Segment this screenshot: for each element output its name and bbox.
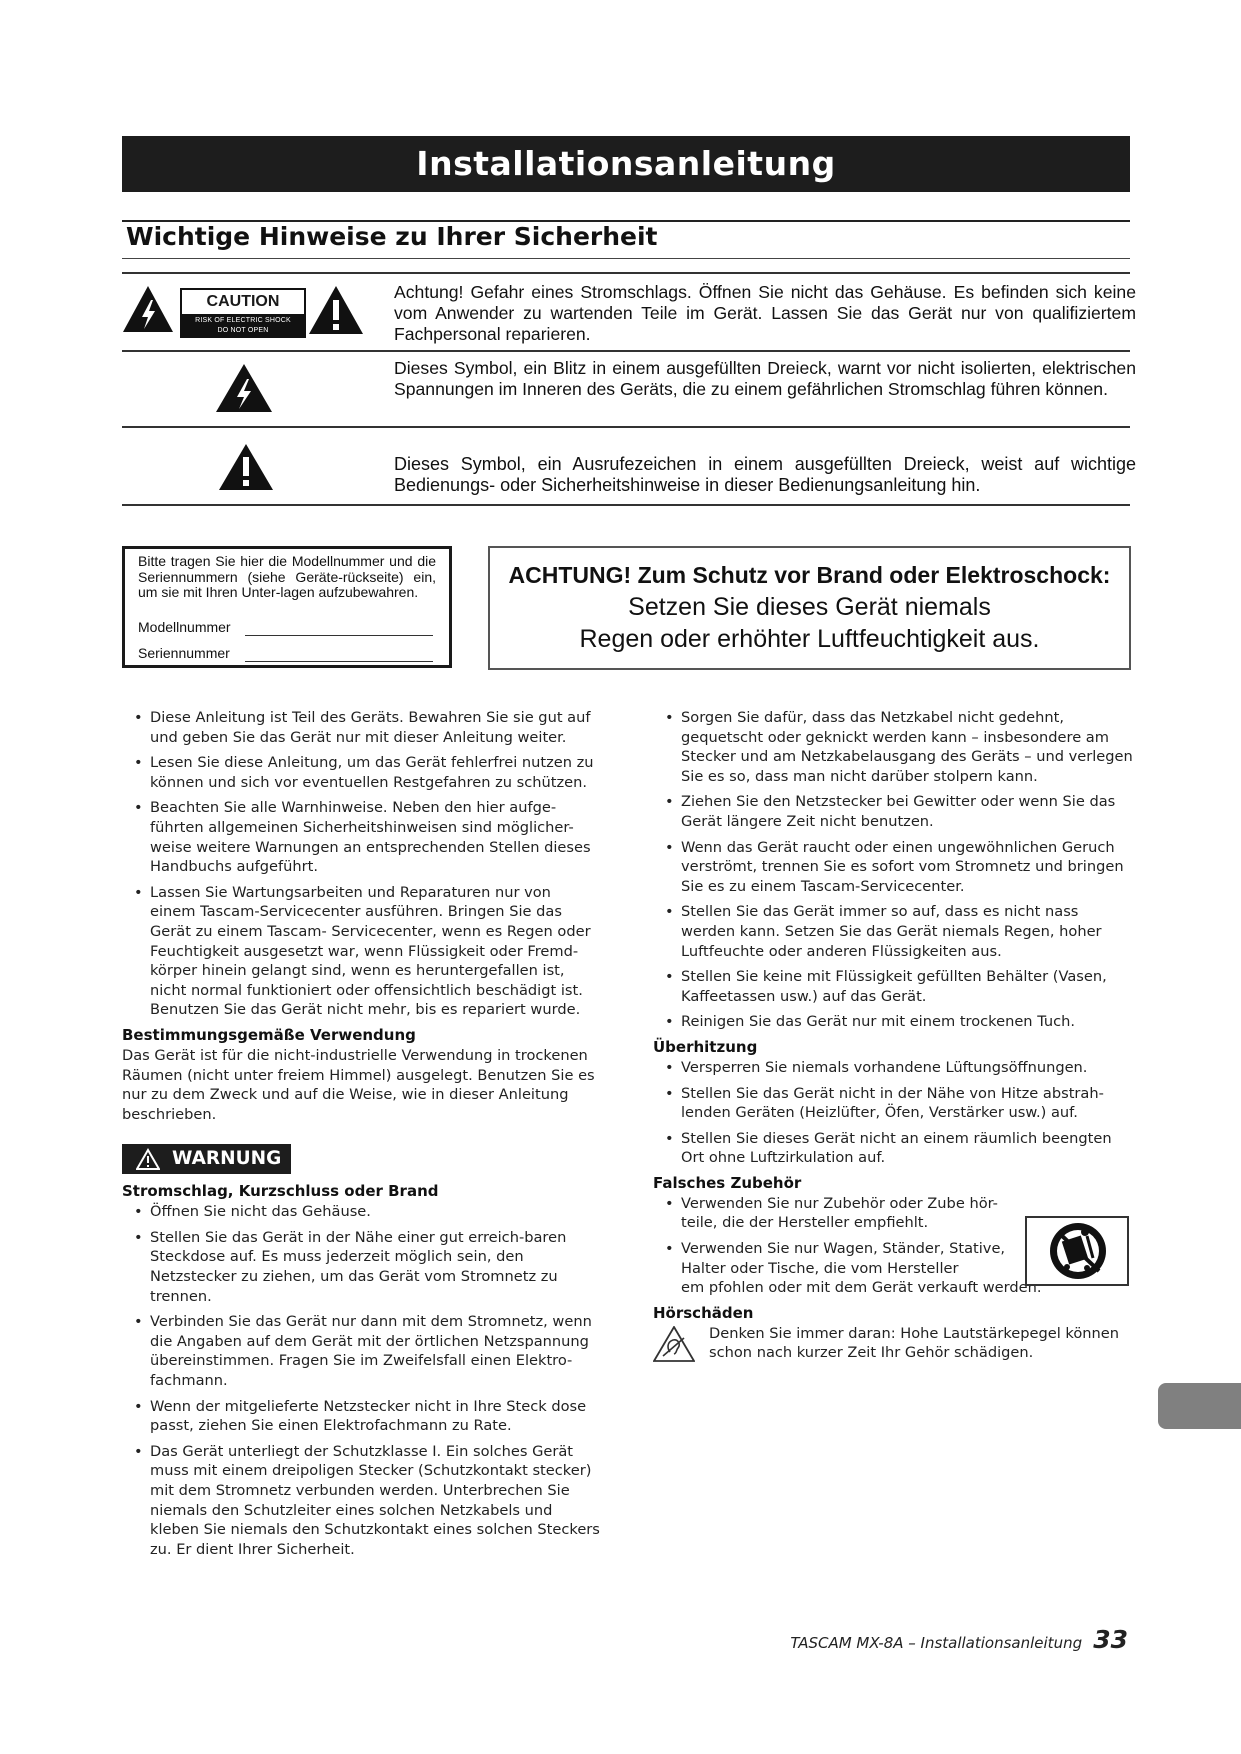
model-serial-box bbox=[122, 546, 452, 668]
warning-box-heading: ACHTUNG! Zum Schutz vor Brand oder Elektroschock: bbox=[508, 562, 1111, 588]
general-safety-list bbox=[122, 708, 600, 1020]
caution-label-sub bbox=[182, 314, 304, 338]
symbol-rule bbox=[122, 350, 1130, 352]
list-item: • Das Gerät unterliegt der Schutzklasse I. Ein solches Gerät muss mit einem dreipoligen Stecker (Schutzkontakt stecker) mit dem Stromnetz verbunden werden. Unterbrechen Sie niemals den Schutzleiter eines solchen Netzkabels und kleben Sie niemals den Schutzkontakt eines solchen Steckers zu. Er dient Ihrer Sicherheit. bbox=[122, 1442, 600, 1560]
shock-heading: Stromschlag, Kurzschluss oder Brand bbox=[122, 1182, 439, 1201]
warning-badge-label: WARNUNG bbox=[172, 1148, 282, 1170]
caution-sub-line-1: RISK OF ELECTRIC SHOCK bbox=[195, 317, 291, 324]
hearing-warning-icon bbox=[653, 1326, 695, 1362]
warning-box-line-2: Regen oder erhöhter Luftfeuchtigkeit aus. bbox=[579, 625, 1040, 653]
hearing-notice bbox=[653, 1324, 1133, 1363]
symbol-rule bbox=[122, 272, 1130, 274]
overheat-list bbox=[653, 1058, 1133, 1168]
lightning-triangle-icon bbox=[214, 362, 274, 414]
list-item: • Öffnen Sie nicht das Gehäuse. bbox=[122, 1202, 600, 1222]
symbol-rule bbox=[122, 504, 1130, 506]
list-item: • Wenn das Gerät raucht oder einen ungewöhnlichen Geruch verströmt, trennen Sie es sofort vom Stromnetz und bringen Sie es zu einem Tascam-Servicecenter. bbox=[653, 838, 1133, 897]
footer-text: TASCAM MX-8A – Installationsanleitung bbox=[790, 1634, 1083, 1652]
page-title: Installationsanleitung bbox=[122, 136, 1130, 192]
list-item: • Stellen Sie das Gerät in der Nähe einer gut erreich-baren Steckdose auf. Es muss jederzeit möglich sein, den Netzstecker zu ziehen, um das Gerät vom Stromnetz zu trennen. bbox=[122, 1228, 600, 1306]
warning-box-line-1: Setzen Sie dieses Gerät niemals bbox=[628, 593, 991, 621]
section-rule-bottom bbox=[122, 258, 1130, 259]
exclamation-triangle-icon bbox=[218, 442, 274, 492]
intended-use-heading: Bestimmungsgemäße Verwendung bbox=[122, 1025, 416, 1044]
caution-label-word: CAUTION bbox=[206, 293, 280, 310]
power-safety-list bbox=[653, 708, 1133, 1032]
fire-shock-warning-box bbox=[488, 546, 1131, 670]
list-item: • Sorgen Sie dafür, dass das Netzkabel nicht gedehnt, gequetscht oder geknickt werden kann – insbesondere am Stecker und am Netzkabelausgang des Geräts – und verlegen Sie es so, dass man nicht darüber stolpern kann. bbox=[653, 708, 1133, 786]
accessory-heading: Falsches Zubehör bbox=[653, 1173, 802, 1192]
list-item: • Wenn der mitgelieferte Netzstecker nicht in Ihre Steck dose passt, ziehen Sie einen Elektrofachmann zu Rate. bbox=[122, 1397, 600, 1436]
list-item: • Stellen Sie das Gerät immer so auf, dass es nicht nass werden kann. Setzen Sie das Gerät niemals Regen, hoher Luftfeuchte oder anderen Flüssigkeiten aus. bbox=[653, 902, 1133, 961]
hearing-text: Denken Sie immer daran: Hohe Lautstärkepegel können schon nach kurzer Zeit Ihr Gehör schädigen. bbox=[709, 1324, 1120, 1362]
left-column bbox=[122, 708, 600, 1565]
list-item: • Verwenden Sie nur Wagen, Ständer, Stative, Halter oder Tische, die vom Hersteller bbox=[653, 1239, 1006, 1278]
warning-badge bbox=[122, 1144, 291, 1174]
model-number-line bbox=[245, 635, 433, 636]
shock-list bbox=[122, 1202, 600, 1559]
page-footer bbox=[790, 1625, 1128, 1654]
serial-number-line bbox=[245, 661, 433, 662]
list-item: • Lassen Sie Wartungsarbeiten und Reparaturen nur von einem Tascam-Servicecenter ausführen. Bringen Sie das Gerät zu einem Tascam- Servicecenter, wenn es Regen oder Feuchtigkeit ausgesetzt war, wenn Flüssigkeit oder Fremd-körper hinein gelangt sind, wenn es heruntergefallen ist, nicht normal funktioniert oder offensichtlich beschädigt ist. Benutzen Sie das Gerät nicht mehr, bis es repariert wurde. bbox=[122, 883, 600, 1020]
list-item: • Verbinden Sie das Gerät nur dann mit dem Stromnetz, wenn die Angaben auf dem Gerät mit der örtlichen Netzspannung übereinstimmen. Fragen Sie im Zweifelsfall einen Elektro-fachmann. bbox=[122, 1312, 600, 1390]
list-item: • Versperren Sie niemals vorhandene Lüftungsöffnungen. bbox=[653, 1058, 1133, 1078]
list-item: • Ziehen Sie den Netzstecker bei Gewitter oder wenn Sie das Gerät längere Zeit nicht benutzen. bbox=[653, 792, 1133, 831]
lightning-triangle-icon bbox=[122, 284, 174, 334]
symbol-text-exclamation: Dieses Symbol, ein Ausrufezeichen in einem ausgefüllten Dreieck, weist auf wichtige Bedienungs- oder Sicherheitshinweise in dieser Bedienungsanleitung hin. bbox=[394, 454, 1136, 495]
exclamation-triangle-icon bbox=[308, 284, 364, 336]
list-item: • Lesen Sie diese Anleitung, um das Gerät fehlerfrei nutzen zu können und sich vor eventuellen Restgefahren zu schützen. bbox=[122, 753, 600, 792]
list-item: • Stellen Sie das Gerät nicht in der Nähe von Hitze abstrah-lenden Geräten (Heizlüfter, Öfen, Verstärker usw.) auf. bbox=[653, 1084, 1133, 1123]
warning-triangle-icon bbox=[136, 1148, 160, 1170]
intended-use-text: Das Gerät ist für die nicht-industrielle Verwendung in trockenen Räumen (nicht unter freiem Himmel) ausgelegt. Benutzen Sie es nur zu dem Zweck und auf die Weise, wie in dieser Anleitung beschrieben. bbox=[122, 1046, 595, 1123]
list-item: • Beachten Sie alle Warnhinweise. Neben den hier aufge-führten allgemeinen Sicherheitshinweisen sind möglicher-weise weitere Warnungen an entsprechenden Stellen dieses Handbuchs aufgeführt. bbox=[122, 798, 600, 876]
page-number: 33 bbox=[1093, 1625, 1128, 1654]
hearing-heading: Hörschäden bbox=[653, 1303, 754, 1322]
caution-sub-line-2: DO NOT OPEN bbox=[217, 327, 269, 334]
list-item: • Diese Anleitung ist Teil des Geräts. Bewahren Sie sie gut auf und geben Sie das Gerät nur mit dieser Anleitung weiter. bbox=[122, 708, 600, 747]
list-item: • Verwenden Sie nur Zubehör oder Zube hör-teile, die der Hersteller empfiehlt. bbox=[653, 1194, 1006, 1233]
model-box-instructions: Bitte tragen Sie hier die Modellnummer und die Seriennummern (siehe Geräte-rückseite) ein, um sie mit Ihren Unter-lagen aufzubewahren. bbox=[138, 553, 436, 600]
symbol-text-caution: Achtung! Gefahr eines Stromschlags. Öffnen Sie nicht das Gehäuse. Es befinden sich keine vom Anwender zu wartenden Teile im Gerät. Lassen Sie das Gerät nur von qualifiziertem Fachpersonal reparieren. bbox=[394, 282, 1136, 344]
model-number-label: Modellnummer bbox=[138, 619, 231, 635]
list-item: • Stellen Sie keine mit Flüssigkeit gefüllten Behälter (Vasen, Kaffeetassen usw.) auf das Gerät. bbox=[653, 967, 1133, 1006]
serial-number-label: Seriennummer bbox=[138, 645, 230, 661]
side-tab bbox=[1158, 1383, 1241, 1429]
section-heading: Wichtige Hinweise zu Ihrer Sicherheit bbox=[126, 222, 658, 251]
overheat-heading: Überhitzung bbox=[653, 1037, 758, 1056]
accessory-text-continued: em pfohlen oder mit dem Gerät verkauft werden. bbox=[681, 1279, 1042, 1297]
list-item: • Stellen Sie dieses Gerät nicht an einem räumlich beengten Ort ohne Luftzirkulation auf. bbox=[653, 1129, 1133, 1168]
symbol-rule bbox=[122, 426, 1130, 428]
caution-label bbox=[180, 288, 306, 338]
cart-warning-pictogram bbox=[1025, 1216, 1129, 1286]
list-item: • Reinigen Sie das Gerät nur mit einem trockenen Tuch. bbox=[653, 1012, 1133, 1032]
symbol-text-lightning: Dieses Symbol, ein Blitz in einem ausgefüllten Dreieck, warnt vor nicht isolierten, elektrischen Spannungen im Inneren des Geräts, die zu einem gefährlichen Stromschlag führen können. bbox=[394, 358, 1136, 399]
cart-tip-over-icon bbox=[1027, 1218, 1127, 1284]
